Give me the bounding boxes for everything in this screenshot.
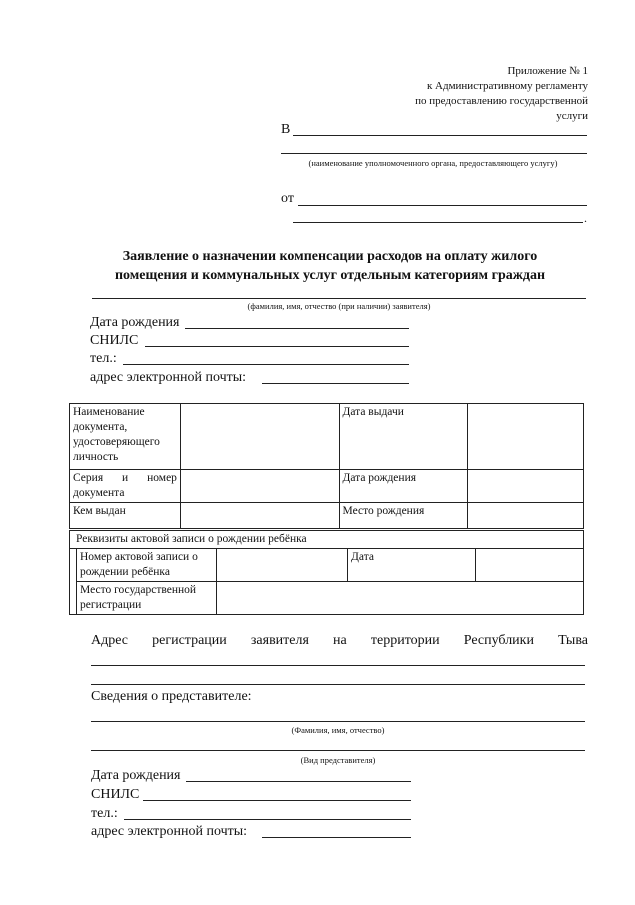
birth-place-label: Место рождения: [339, 503, 468, 529]
applicant-email-field[interactable]: [262, 383, 409, 384]
representative-type-line[interactable]: [91, 750, 585, 751]
applicant-phone-field[interactable]: [123, 364, 409, 365]
representative-fio-caption: (Фамилия, имя, отчество): [291, 725, 385, 735]
representative-fio-line[interactable]: [91, 721, 585, 722]
address-word: Тыва: [558, 633, 588, 648]
address-word: Республики: [463, 633, 534, 648]
address-word: регистрации: [152, 633, 227, 648]
recipient-field-line-2[interactable]: [281, 153, 587, 154]
appendix-number: Приложение № 1: [507, 65, 588, 77]
birth-date-label: Дата рождения: [339, 470, 468, 503]
issue-date-label: Дата выдачи: [339, 404, 468, 470]
address-field-line-2[interactable]: [91, 684, 585, 685]
table-row: [70, 582, 584, 615]
to-label: В: [281, 122, 291, 137]
registration-place-value[interactable]: [216, 582, 583, 615]
representative-type-caption: (Вид представителя): [300, 755, 376, 765]
title-line-2: помещения и коммунальных услуг отдельным категориям граждан: [114, 268, 546, 283]
appendix-header: [415, 64, 588, 124]
doc-name-label: Наименование документа, удостоверяющего личность: [70, 404, 181, 470]
doc-name-value[interactable]: [180, 404, 339, 470]
applicant-email-label: адрес электронной почты:: [90, 370, 247, 385]
recipient-caption: (наименование уполномоченного органа, предоставляющего услугу): [308, 158, 558, 168]
applicant-phone-label: тел.:: [90, 351, 117, 366]
table-row: [70, 549, 584, 582]
title-line-1: Заявление о назначении компенсации расходов на оплату жилого: [122, 249, 538, 264]
appendix-line-4: услуги: [556, 110, 588, 122]
appendix-line-2: к Административному регламенту: [426, 80, 588, 92]
record-date-label: Дата: [348, 549, 475, 582]
record-number-label: Номер актовой записи о рождении ребёнка: [77, 549, 217, 582]
applicant-snils-label: СНИЛС: [90, 333, 139, 348]
rep-email-field[interactable]: [262, 837, 411, 838]
rep-phone-field[interactable]: [124, 819, 411, 820]
rep-phone-label: тел.:: [91, 806, 118, 821]
applicant-fio-caption: (фамилия, имя, отчество (при наличии) заявителя): [247, 301, 431, 311]
sender-field-line-1[interactable]: [298, 205, 587, 206]
rep-birth-field[interactable]: [186, 781, 411, 782]
series-number-label: Серия и номер документа: [70, 470, 181, 503]
address-label: [91, 632, 588, 650]
rep-birth-label: Дата рождения: [91, 768, 181, 783]
document-title: [100, 247, 560, 285]
series-number-value[interactable]: [180, 470, 339, 503]
address-word: Адрес: [91, 633, 129, 648]
issue-date-value[interactable]: [468, 404, 584, 470]
registration-place-label: Место государственной регистрации: [77, 582, 217, 615]
applicant-birth-field[interactable]: [185, 328, 409, 329]
appendix-line-3: по предоставлению государственной: [415, 95, 588, 107]
record-date-value[interactable]: [475, 549, 583, 582]
applicant-fio-line[interactable]: [92, 298, 586, 299]
table-row: [70, 531, 584, 549]
issued-by-label: Кем выдан: [70, 503, 181, 529]
birth-record-header: Реквизиты актовой записи о рождении ребёнка: [70, 531, 584, 549]
sender-period: .: [584, 211, 587, 225]
from-label: от: [281, 191, 294, 206]
birth-record-table: [69, 530, 584, 615]
table-row: [70, 404, 584, 470]
address-field-line-1[interactable]: [91, 665, 585, 666]
address-word: на: [333, 633, 347, 648]
issued-by-value[interactable]: [180, 503, 339, 529]
identity-document-table: [69, 403, 584, 529]
birth-place-value[interactable]: [468, 503, 584, 529]
rep-email-label: адрес электронной почты:: [91, 824, 248, 839]
rep-snils-field[interactable]: [143, 800, 411, 801]
address-word: заявителя: [250, 633, 309, 648]
sender-field-line-2[interactable]: [293, 222, 583, 223]
rep-snils-label: СНИЛС: [91, 787, 140, 802]
applicant-birth-label: Дата рождения: [90, 315, 180, 330]
table-indent-cell: [70, 582, 77, 615]
representative-heading: Сведения о представителе:: [91, 689, 252, 704]
record-number-value[interactable]: [216, 549, 347, 582]
table-indent-cell: [70, 549, 77, 582]
table-row: [70, 470, 584, 503]
applicant-snils-field[interactable]: [145, 346, 409, 347]
address-word: территории: [370, 633, 440, 648]
birth-date-value[interactable]: [468, 470, 584, 503]
table-row: [70, 503, 584, 529]
recipient-field-line-1[interactable]: [293, 135, 587, 136]
